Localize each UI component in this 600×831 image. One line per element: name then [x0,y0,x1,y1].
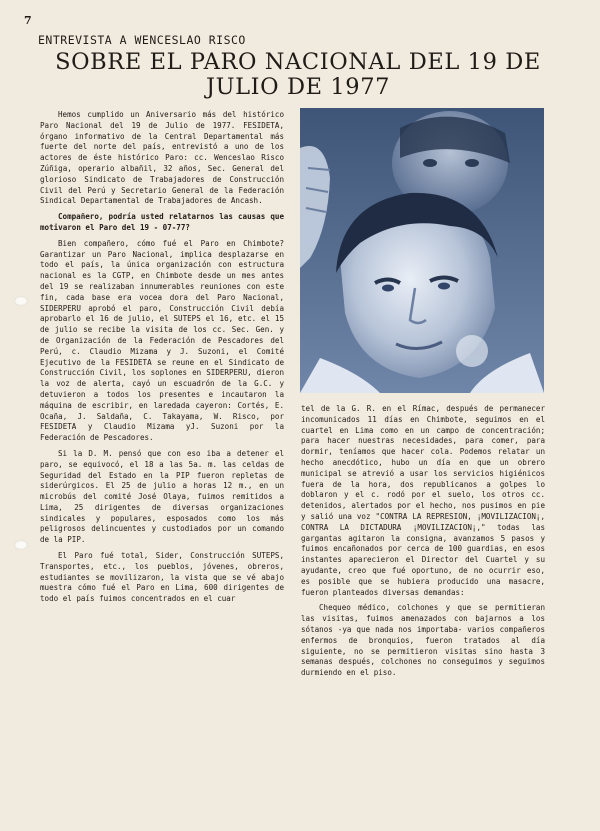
article-column-left [40,110,284,610]
portrait-illustration [300,108,544,393]
article-column-right [301,404,545,684]
page-number: 7 [24,14,32,27]
article-title [38,50,558,100]
paragraph-answer-1: Bien compañero, cómo fué el Paro en Chimbote? Garantizar un Paro Nacional, implica desplazarse en todo el país, la única organización con estructura nacional es la CGTP, en Chimbote desde un mes antes del 19 se realizaban innumerables reuniones con este fin, cada base era vocea dora del Paro Nacional, SIDERPERU aprobó el paro, Construcción Civil debía aprobarlo el 16 de julio, el SUTEPS el 16, etc. el 15 de julio se recibe la visita de los cc. Sec. Gen. y de Organización de la Federación de Pescadores del Perú, c. Claudio Mizama y J. Suzoni, el Comité Ejecutivo de la FESIDETA se reune en el Sindicato de Construcción Civil, los soplones en SIDERPERU, dieron la voz de alerta, cayó un escuadrón de la G.C. y detuvieron a todos los presentes e incautaron la máquina de escribir, en laredada cayeron: Cortés, E. Ocaña, J. Saldaña, C. Takayama, W. Risco, por FESIDETA y Claudio Mizama yJ. Suzoni por la Federación de Pescadores. [40,238,284,443]
paragraph-answer-2: Si la D. M. pensó que con eso iba a detener el paro, se equivocó, el 18 a las 5a. m. las celdas de Seguridad del Estado en la PIP fueron repletas de siderúrgicos. El 25 de julio a horas 12 m., en un microbús del comité José Olaya, fuimos remitidos a Lima, 25 dirigentes de diversas organizaciones sindicales y populares, esposados como los más peligrosos delincuentes y custodiados por un comando de la PIP. [40,448,284,545]
paragraph-continuation: tel de la G. R. en el Rímac, después de permanecer incomunicados 11 días en Chimbote, seguimos en el cuartel en Lima como en un campo de concentración; para hacer nuestras necesidades, para comer, para dormir, teníamos que hacer cola. Podemos relatar un hecho anecdótico, hubo un día en que un obrero municipal se atrevió a usar los servicios higiénicos fuera de la hora, dos republicanos a golpes lo doblaron y el c. rodó por el suelo, los otros cc. detenidos, alertados por el hecho, nos pusimos en pie y salió una voz "CONTRA LA REPRESION, ¡MOVILIZACION¡, CONTRA LA DICTADURA ¡MOVILIZACION¡," todas las gargantas agitaron la consigna, avanzamos 5 pasos y fuimos encañonados por cerca de 100 guardias, en esos instantes aparecieron el Director del Cuartel y su ayudante, creo que fué oportuno, de no ocurrir eso, es posible que se hubiera producido una masacre, fueron planteados diversas demandas: [301,404,545,597]
title-line-1: SOBRE EL PARO NACIONAL DEL 19 DE [55,49,541,75]
punch-hole-bottom [14,540,28,550]
paragraph-question: Compañero, podría usted relatarnos las causas que motivaron el Paro del 19 - 07-77? [40,212,284,232]
article-kicker: ENTREVISTA A WENCESLAO RISCO [38,33,246,47]
punch-hole-top [14,296,28,306]
title-line-2: JULIO DE 1977 [205,74,391,100]
paragraph-demands: Chequeo médico, colchones y que se permitieran las visitas, fuimos amenazados con bajarnos a los sótanos -ya que nada nos importaba- varios compañeros enfermos de bronquios, fueron tratados al día siguiente, no se permitieron visitas sino hasta 3 semanas después, colchones no conseguimos y seguimos durmiendo en el piso. [301,603,545,678]
paragraph-answer-3: El Paro fué total, Sider, Construcción SUTEPS, Transportes, etc., los pueblos, jóvenes, obreros, estudiantes se movilizaron, la vista que se vé abajo muestra cómo fué el Paro en Lima, 600 dirigentes de todo el país fuimos concentrados en el cuar [40,551,284,604]
portrait-photo [300,108,544,393]
paragraph-intro: Hemos cumplido un Aniversario más del histórico Paro Nacional del 19 de Julio de 1977. FESIDETA, órgano informativo de la Central Departamental más fuerte del norte del país, entrevistó a uno de los actores de éste histórico Paro: cc. Wenceslao Risco Zúñiga, operario albañil, 32 años, Sec. General del glorioso Sindicato de Trabajadores de Construcción Civil del Perú y Secretario General de la Federación Sindical Departamental de Trabajadores de Ancash. [40,110,284,206]
